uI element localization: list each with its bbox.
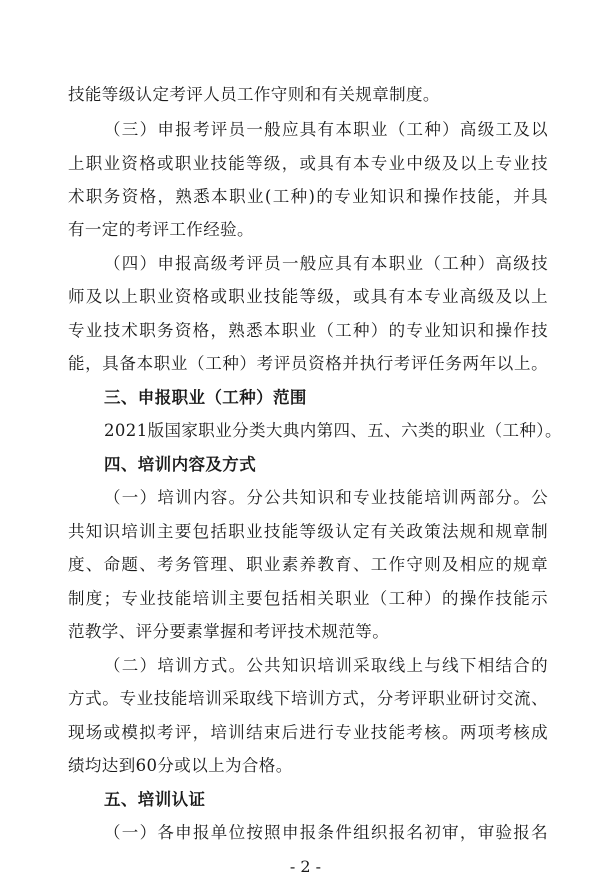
paragraph-line: 有一定的考评工作经验。 — [68, 220, 254, 239]
paragraph-line: 现场或模拟考评，培训结束后进行专业技能考核。两项考核成 — [68, 723, 548, 742]
paragraph-line: 制度；专业技能培训主要包括相关职业（工种）的操作技能示 — [68, 589, 548, 608]
paragraph-line: 上职业资格或职业技能等级，或具有本专业中级及以上专业技 — [68, 154, 548, 173]
paragraph-line: （二）培训方式。公共知识培训采取线上与线下相结合的 — [104, 656, 548, 675]
paragraph-line: 范教学、评分要素掌握和考评技术规范等。 — [68, 622, 390, 641]
paragraph-line: （四）申报高级考评员一般应具有本职业（工种）高级技 — [104, 254, 548, 273]
paragraph-line: 术职务资格，熟悉本职业(工种)的专业知识和操作技能，并具 — [68, 187, 548, 206]
paragraph-line: （三）申报考评员一般应具有本职业（工种）高级工及以 — [104, 120, 548, 139]
section-heading: 三、申报职业（工种）范围 — [104, 388, 307, 407]
paragraph-line: 2021版国家职业分类大典内第四、五、六类的职业（工种）。 — [104, 421, 562, 440]
paragraph-line: 度、命题、考务管理、职业素养教育、工作守则及相应的规章 — [68, 555, 548, 574]
section-heading: 四、培训内容及方式 — [104, 455, 257, 474]
section-heading: 五、培训认证 — [104, 790, 206, 809]
paragraph-line: 方式。专业技能培训采取线下培训方式，分考评职业研讨交流、 — [68, 689, 548, 708]
page-number: - 2 - — [289, 857, 322, 876]
paragraph-line: 专业技术职务资格，熟悉本职业（工种）的专业知识和操作技 — [68, 321, 548, 340]
paragraph-line: （一）培训内容。分公共知识和专业技能培训两部分。公 — [104, 488, 548, 507]
paragraph-line: 技能等级认定考评人员工作守则和有关规章制度。 — [68, 85, 440, 104]
paragraph-line: 共知识培训主要包括职业技能等级认定有关政策法规和规章制 — [68, 522, 548, 541]
paragraph-line: （一）各申报单位按照申报条件组织报名初审，审验报名 — [104, 823, 548, 842]
paragraph-line: 能，具备本职业（工种）考评员资格并执行考评任务两年以上。 — [68, 354, 548, 373]
paragraph-line: 绩均达到60分或以上为合格。 — [68, 756, 293, 775]
paragraph-line: 师及以上职业资格或职业技能等级，或具有本专业高级及以上 — [68, 287, 548, 306]
